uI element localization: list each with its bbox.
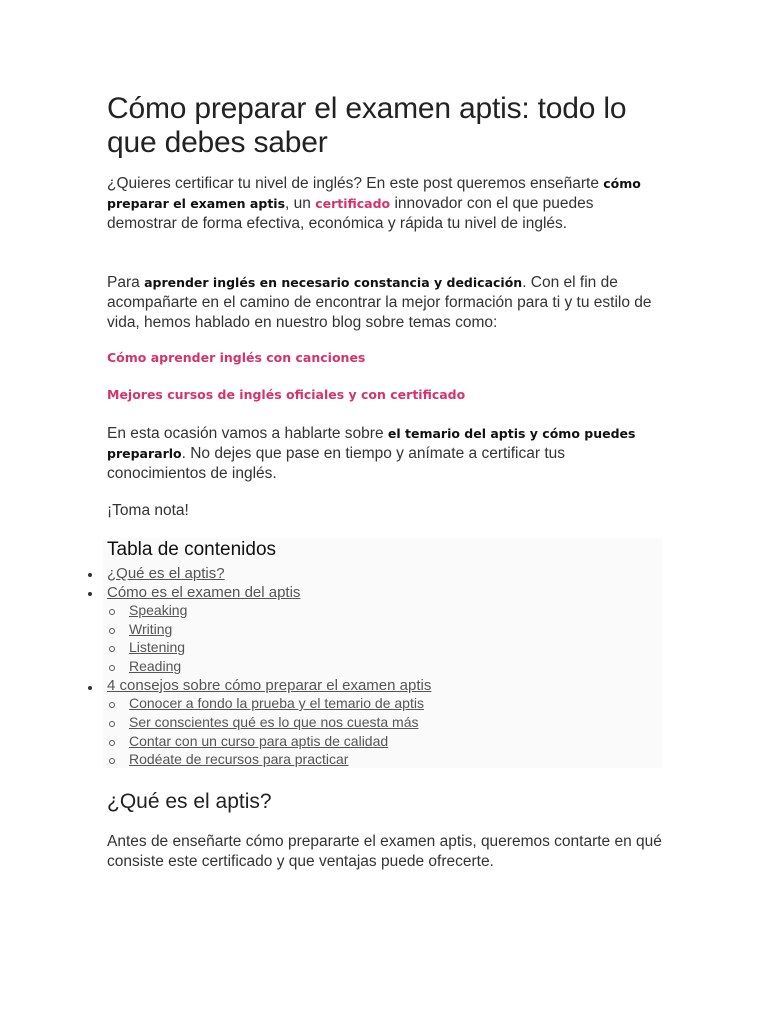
toc-subitem-ser-conscientes[interactable]: Ser conscientes qué es lo que nos cuesta más [129, 714, 419, 730]
circle-bullet-icon [109, 665, 115, 671]
toc-title: Tabla de contenidos [107, 539, 277, 560]
learning-text-1: Para [107, 274, 145, 291]
circle-bullet-icon [109, 702, 115, 708]
bullet-icon [88, 686, 92, 690]
toc-subitem-reading[interactable]: Reading [129, 658, 182, 674]
toc-subitem-conocer-prueba[interactable]: Conocer a fondo la prueba y el temario de aptis [129, 695, 424, 711]
toc-item-como-es-examen[interactable]: Cómo es el examen del aptis [107, 584, 301, 601]
circle-bullet-icon [109, 628, 115, 634]
occasion-bold-1: el temario del aptis y cómo puedes prepararlo [107, 426, 636, 461]
toc-subitem-contar-curso[interactable]: Contar con un curso para aptis de calidad [129, 733, 389, 749]
page-title: Cómo preparar el examen aptis: todo lo que debes saber [107, 92, 627, 159]
circle-bullet-icon [109, 740, 115, 746]
related-link-canciones[interactable]: Cómo aprender inglés con canciones [107, 350, 366, 365]
section-body-que-es-aptis: Antes de enseñarte cómo prepararte el examen aptis, queremos contarte en qué consiste este certificado y que ventajas puede ofrecerte. [107, 833, 662, 870]
circle-bullet-icon [109, 758, 115, 764]
intro-text-1: ¿Quieres certificar tu nivel de inglés? En este post queremos enseñarte [107, 175, 604, 192]
section-heading-que-es-aptis: ¿Qué es el aptis? [107, 790, 272, 813]
learning-paragraph [107, 273, 667, 333]
intro-bold-1: cómo preparar el examen aptis [107, 176, 641, 211]
learning-bold-1: aprender inglés en necesario constancia y dedicación [144, 275, 523, 290]
toc-item-4-consejos[interactable]: 4 consejos sobre cómo preparar el examen aptis [107, 677, 432, 694]
circle-bullet-icon [109, 721, 115, 727]
learning-text-2: . Con el fin de acompañarte en el camino de encontrar la mejor formación para ti y tu estilo de vida, hemos hablado en nuestro blog sobre temas como: [107, 274, 652, 331]
toc-subitem-listening[interactable]: Listening [129, 639, 186, 655]
toma-nota-text: ¡Toma nota! [107, 502, 189, 519]
intro-text-3: innovador con el que puedes demostrar de forma efectiva, económica y rápida tu nivel de inglés. [107, 195, 594, 232]
toc-item-que-es-aptis[interactable]: ¿Qué es el aptis? [107, 565, 225, 582]
occasion-paragraph [107, 424, 667, 484]
toc-subitem-writing[interactable]: Writing [129, 621, 173, 637]
related-link-cursos[interactable]: Mejores cursos de inglés oficiales y con certificado [107, 387, 466, 402]
circle-bullet-icon [109, 609, 115, 615]
intro-text-2: , un [285, 195, 316, 212]
certificado-link[interactable]: certificado [315, 196, 391, 211]
occasion-text-1: En esta ocasión vamos a hablarte sobre [107, 425, 388, 442]
occasion-text-2: . No dejes que pase en tiempo y anímate a certificar tus conocimientos de inglés. [107, 445, 566, 482]
toc-subitem-speaking[interactable]: Speaking [129, 602, 188, 618]
bullet-icon [88, 592, 92, 596]
circle-bullet-icon [109, 646, 115, 652]
toc-subitem-rodeate-recursos[interactable]: Rodéate de recursos para practicar [129, 751, 349, 767]
bullet-icon [88, 573, 92, 577]
intro-paragraph [107, 174, 667, 234]
